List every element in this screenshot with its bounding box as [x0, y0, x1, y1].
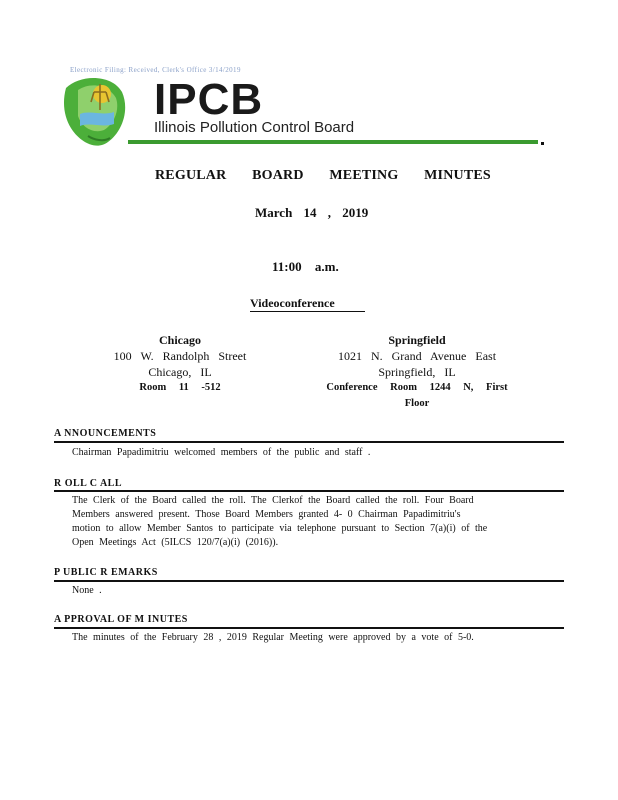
location-springfield-floor: Floor — [404, 398, 430, 409]
section-heading-approval: A PPROVAL OF M INUTES — [54, 614, 188, 625]
location-chicago — [90, 333, 270, 396]
approval-text — [72, 631, 474, 645]
public-remarks-text — [72, 584, 102, 598]
location-springfield-street: 1021 N. Grand Avenue East — [337, 349, 497, 363]
section-heading-announcements: A NNOUNCEMENTS — [54, 428, 157, 439]
logo-green-bar — [128, 140, 538, 144]
logo-initials: IPCB — [154, 75, 264, 124]
roll-call-line: Members answered present. Those Board Members granted 4- 0 Chairman Papadimitriu's — [72, 509, 461, 520]
approval-line: The minutes of the February 28 , 2019 Regular Meeting were approved by a vote of 5-0. — [72, 632, 474, 643]
announcements-text — [72, 446, 370, 460]
location-springfield-citystate: Springfield, IL — [378, 365, 456, 379]
meeting-mode-underline — [250, 311, 365, 312]
roll-call-text — [72, 494, 487, 550]
logo-dot — [541, 142, 544, 145]
location-springfield-room: Conference Room 1244 N, First — [326, 382, 508, 393]
meeting-mode: Videoconference — [250, 296, 335, 310]
location-chicago-city: Chicago — [159, 333, 201, 347]
section-rule — [54, 627, 564, 629]
section-rule — [54, 490, 564, 492]
section-rule — [54, 580, 564, 582]
ipcb-leaf-logo — [60, 70, 130, 148]
location-chicago-street: 100 W. Randolph Street — [113, 349, 247, 363]
location-chicago-citystate: Chicago, IL — [148, 365, 212, 379]
section-heading-public-remarks: P UBLIC R EMARKS — [54, 567, 158, 578]
public-remarks-line: None . — [72, 585, 102, 596]
meeting-date: March 14 , 2019 — [255, 205, 369, 220]
logo-name: Illinois Pollution Control Board — [154, 119, 355, 136]
location-chicago-room: Room 11 -512 — [139, 382, 221, 393]
filing-stamp: Electronic Filing: Received, Clerk's Office 3/14/2019 — [70, 66, 241, 74]
section-heading-roll-call: R OLL C ALL — [54, 478, 123, 489]
roll-call-line: motion to allow Member Santos to participate via telephone pursuant to Section 7(a)(i) of the — [72, 523, 488, 534]
announcements-line: Chairman Papadimitriu welcomed members of the public and staff . — [72, 447, 371, 458]
roll-call-line: The Clerk of the Board called the roll. The Clerkof the Board called the roll. Four Board — [72, 495, 474, 506]
section-rule — [54, 441, 564, 443]
location-springfield-city: Springfield — [388, 333, 446, 347]
meeting-time: 11:00 a.m. — [272, 259, 339, 274]
document-title: REGULAR BOARD MEETING MINUTES — [155, 168, 491, 183]
location-springfield — [322, 333, 512, 412]
roll-call-line: Open Meetings Act (5ILCS 120/7(a)(i) (2016)). — [72, 537, 279, 548]
